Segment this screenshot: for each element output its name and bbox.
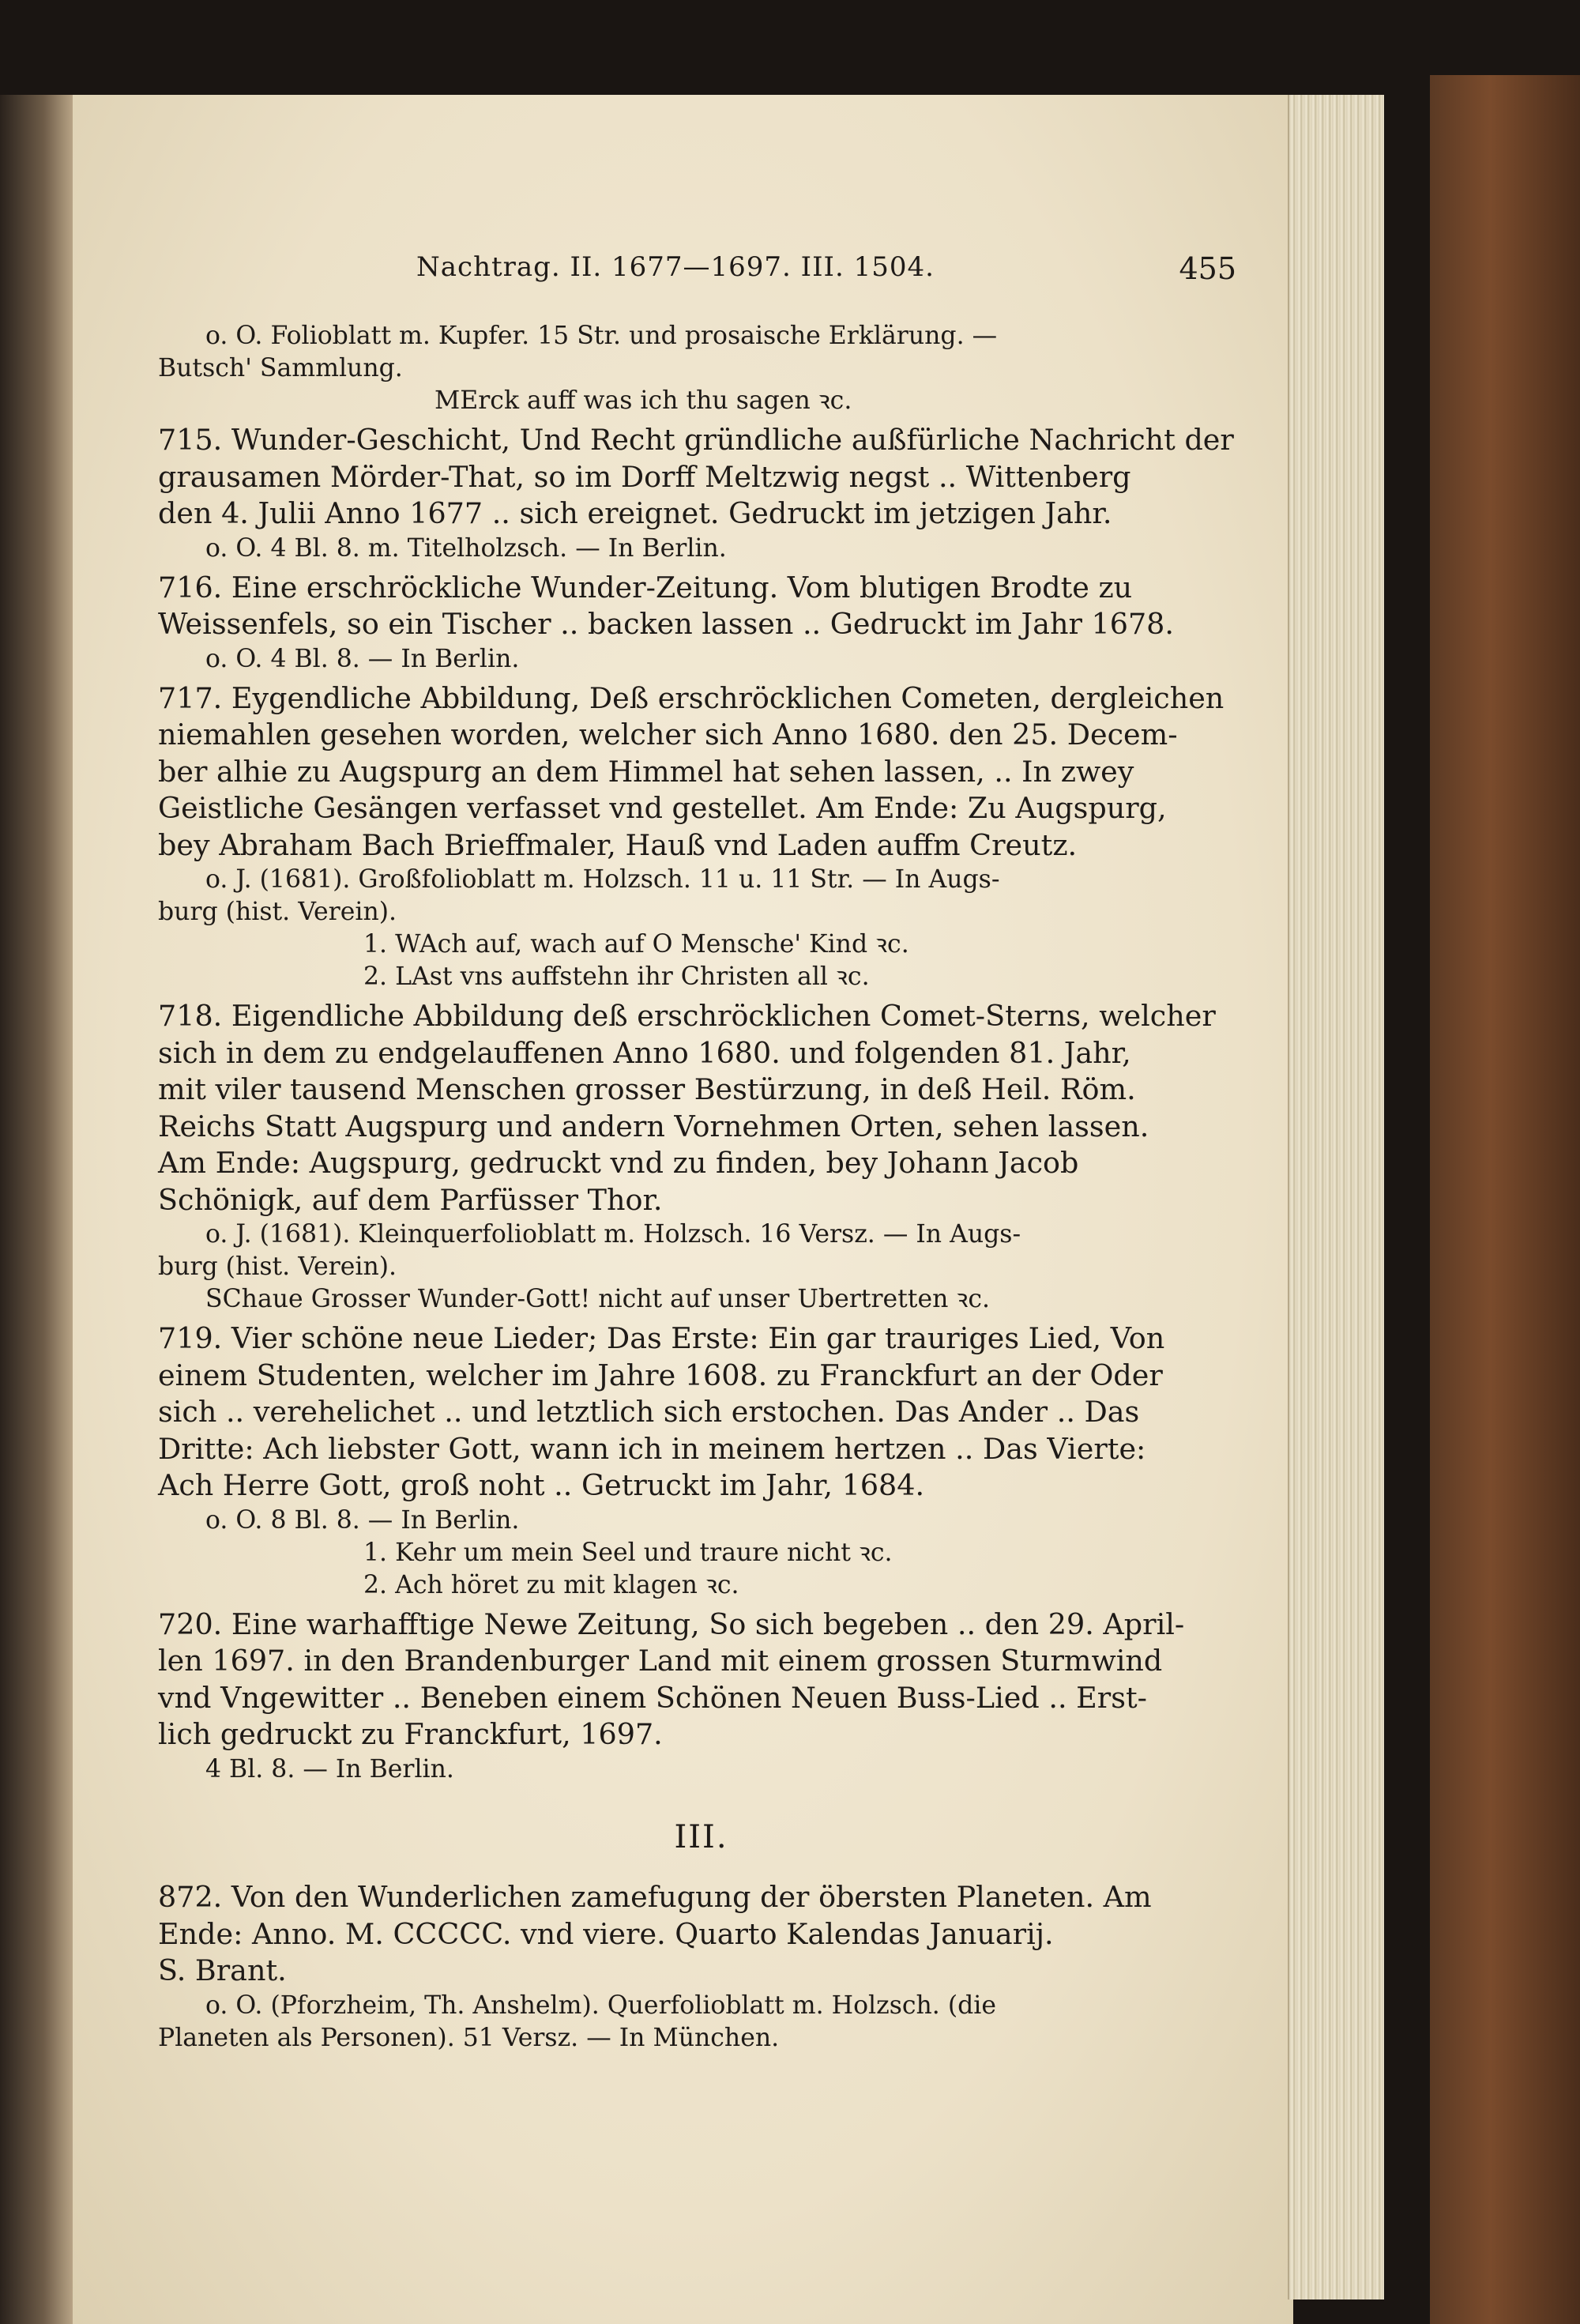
entry-720: [158, 1606, 1244, 1753]
entry-line: grausamen Mörder-That, so im Dorff Meltzwig negst .. Wittenberg: [158, 459, 1131, 494]
entry-line: sich in dem zu endgelauffenen Anno 1680. und folgenden 81. Jahr,: [158, 1035, 1131, 1070]
entry-line: Ende: Anno. M. CCCCC. vnd viere. Quarto Kalendas Januarij.: [158, 1916, 1054, 1951]
intro-incipit: MErck auff was ich thu sagen ꝛc.: [434, 386, 852, 415]
entry-718: [158, 998, 1244, 1218]
meta-line: o. J. (1681). Großfolioblatt m. Holzsch. 11 u. 11 Str. — In Augs-: [205, 865, 1000, 894]
entry-line: 872. Von den Wunderlichen zamefugung der öbersten Planeten. Am: [158, 1880, 1152, 1914]
entry-872-meta: [158, 1990, 1244, 2055]
entry-line: Geistliche Gesängen verfasset vnd gestellet. Am Ende: Zu Augspurg,: [158, 791, 1167, 825]
entry-717: [158, 680, 1244, 864]
entry-line: Dritte: Ach liebster Gott, wann ich in meinem hertzen .. Das Vierte:: [158, 1431, 1146, 1466]
book-page: [73, 95, 1293, 2324]
incipit-line: SChaue Grosser Wunder-Gott! nicht auf unser Ubertretten ꝛc.: [205, 1285, 990, 1313]
meta-line: o. J. (1681). Kleinquerfolioblatt m. Holzsch. 16 Versz. — In Augs-: [205, 1220, 1021, 1249]
entry-line: mit viler tausend Menschen grosser Bestürzung, in deß Heil. Röm.: [158, 1072, 1136, 1106]
entry-872: [158, 1879, 1244, 1990]
page-header: [73, 251, 1293, 299]
entry-718-meta: [158, 1218, 1244, 1316]
entry-line: 720. Eine warhafftige Newe Zeitung, So sich begeben .. den 29. April-: [158, 1606, 1185, 1641]
page-body: [158, 320, 1244, 2055]
entry-719-meta: [158, 1505, 1244, 1602]
meta-line: o. O. 8 Bl. 8. — In Berlin.: [205, 1505, 520, 1535]
incipit-line: 2. LAst vns auffstehn ihr Christen all ꝛc.: [363, 962, 870, 991]
meta-line: o. O. 4 Bl. 8. — In Berlin.: [205, 644, 520, 673]
entry-line: 715. Wunder-Geschicht, Und Recht gründliche außfürliche Nachricht der: [158, 423, 1234, 457]
entry-line: Am Ende: Augspurg, gedruckt vnd zu finden, bey Johann Jacob: [158, 1146, 1079, 1180]
meta-line: burg (hist. Verein).: [158, 898, 397, 926]
entry-715-meta: [158, 533, 1244, 565]
entry-716-meta: [158, 643, 1244, 676]
entry-line: 719. Vier schöne neue Lieder; Das Erste: Ein gar trauriges Lied, Von: [158, 1321, 1165, 1355]
entry-line: niemahlen gesehen worden, welcher sich Anno 1680. den 25. Decem-: [158, 718, 1178, 751]
incipit-line: 1. WAch auf, wach auf O Mensche' Kind ꝛc.: [363, 930, 909, 959]
entry-715: [158, 422, 1244, 533]
intro-line: o. O. Folioblatt m. Kupfer. 15 Str. und prosaische Erklärung. —: [205, 322, 998, 350]
section-heading: III.: [674, 1818, 728, 1855]
entry-line: Reichs Statt Augspurg und andern Vornehmen Orten, sehen lassen.: [158, 1109, 1149, 1143]
entry-line: einem Studenten, welcher im Jahre 1608. zu Franckfurt an der Oder: [158, 1358, 1163, 1392]
entry-line: Ach Herre Gott, groß noht .. Getruckt im Jahr, 1684.: [158, 1468, 925, 1502]
entry-line: 718. Eigendliche Abbildung deß erschröcklichen Comet-Sterns, welcher: [158, 999, 1216, 1033]
meta-line: 4 Bl. 8. — In Berlin.: [205, 1754, 454, 1783]
entry-line: Weissenfels, so ein Tischer .. backen lassen .. Gedruckt im Jahr 1678.: [158, 607, 1175, 641]
entry-line: 716. Eine erschröckliche Wunder-Zeitung. Vom blutigen Brodte zu: [158, 570, 1133, 605]
page-stack-edge: [1288, 95, 1384, 2300]
book-cover-edge: [1430, 75, 1580, 2324]
meta-line: o. O. 4 Bl. 8. m. Titelholzsch. — In Berlin.: [205, 533, 727, 563]
entry-line: sich .. verehelichet .. und letztlich sich erstochen. Das Ander .. Das: [158, 1395, 1140, 1429]
entry-line: bey Abraham Bach Brieffmaler, Hauß vnd Laden auffm Creutz.: [158, 827, 1078, 862]
entry-line: ber alhie zu Augspurg an dem Himmel hat sehen lassen, .. In zwey: [158, 754, 1134, 789]
entry-line: S. Brant.: [158, 1953, 287, 1987]
entry-line: 717. Eygendliche Abbildung, Deß erschröcklichen Cometen, dergleichen: [158, 680, 1224, 715]
page-number: 455: [1179, 251, 1236, 286]
entry-716: [158, 570, 1244, 643]
meta-line: burg (hist. Verein).: [158, 1252, 397, 1281]
entry-719: [158, 1320, 1244, 1505]
intro-line: Butsch' Sammlung.: [158, 354, 403, 382]
entry-line: len 1697. in den Brandenburger Land mit einem grossen Sturmwind: [158, 1644, 1163, 1678]
entry-line: lich gedruckt zu Franckfurt, 1697.: [158, 1717, 663, 1751]
running-head: Nachtrag. II. 1677—1697. III. 1504.: [416, 251, 935, 283]
meta-line: Planeten als Personen). 51 Versz. — In München.: [158, 2023, 780, 2052]
entry-line: vnd Vngewitter .. Beneben einem Schönen Neuen Buss-Lied .. Erst-: [158, 1680, 1147, 1715]
meta-line: o. O. (Pforzheim, Th. Anshelm). Querfolioblatt m. Holzsch. (die: [205, 1991, 997, 2020]
left-page-edge: [0, 95, 73, 2324]
entry-line: Schönigk, auf dem Parfüsser Thor.: [158, 1182, 663, 1217]
entry-720-meta: [158, 1753, 1244, 1786]
incipit-line: 1. Kehr um mein Seel und traure nicht ꝛc.: [363, 1538, 893, 1567]
entry-line: den 4. Julii Anno 1677 .. sich ereignet. Gedruckt im jetzigen Jahr.: [158, 496, 1112, 530]
incipit-line: 2. Ach höret zu mit klagen ꝛc.: [363, 1570, 739, 1599]
entry-717-meta: [158, 864, 1244, 993]
intro-block: [158, 320, 1244, 417]
